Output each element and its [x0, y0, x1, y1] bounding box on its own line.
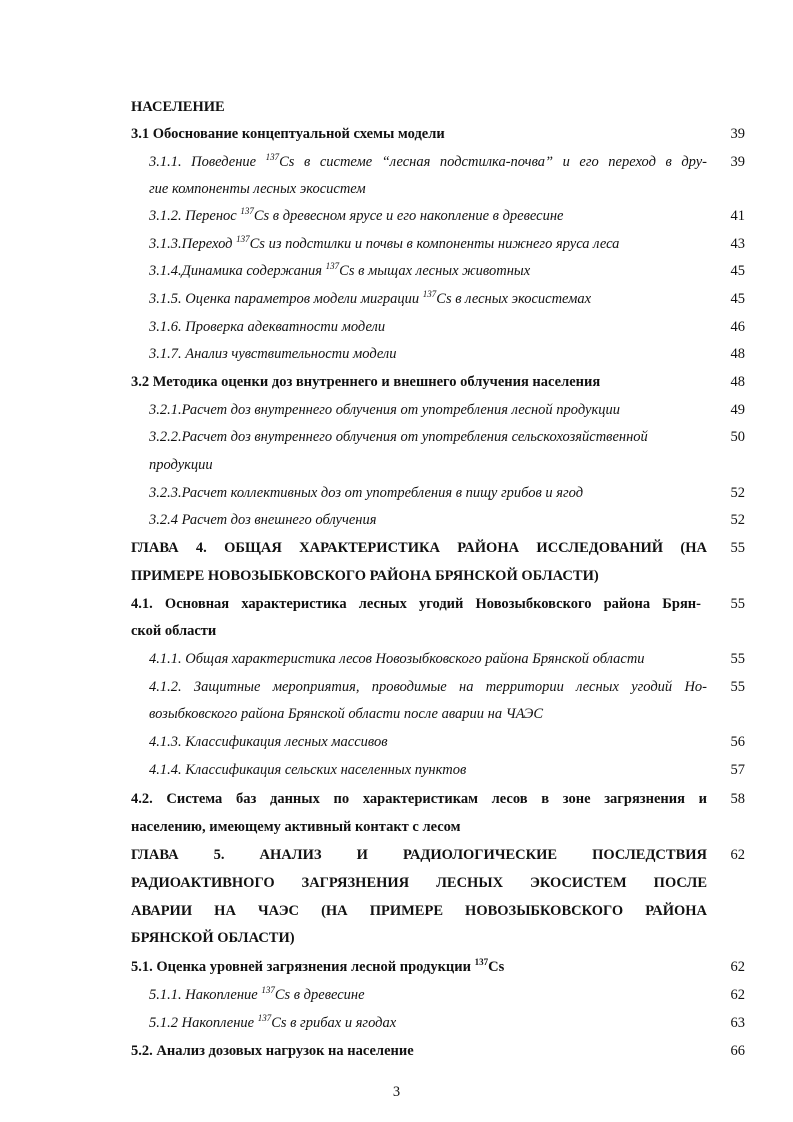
- toc-entry-page: 55: [730, 651, 745, 667]
- toc-entry-page: 45: [730, 263, 745, 279]
- toc-entry: [0, 1013, 793, 1041]
- toc-header-line: [0, 97, 793, 125]
- toc-entry-title: 3.2.1.Расчет доз внутреннего облучения от употребления лесной продукции: [149, 402, 620, 418]
- toc-entry-page: 50: [730, 429, 745, 445]
- toc-entry-page: 58: [730, 791, 745, 807]
- toc-entry: [0, 289, 793, 317]
- toc-entry-title: 3.1.3.Переход $^{137}$Cs из подстилки и почвы в компоненты нижнего яруса леса: [149, 234, 620, 252]
- toc-chapter-continuation: [0, 901, 793, 929]
- toc-header: НАСЕЛЕНИЕ: [131, 99, 225, 115]
- toc-entry: [0, 1041, 793, 1069]
- toc-entry-page: 48: [730, 374, 745, 390]
- toc-entry-title-cont: ской области: [131, 623, 217, 639]
- toc-entry: [0, 985, 793, 1013]
- toc-chapter-title: ГЛАВА 4. ОБЩАЯ ХАРАКТЕРИСТИКА РАЙОНА ИССЛЕДОВАНИЙ (НА: [131, 540, 707, 556]
- toc-chapter-continuation: [0, 928, 793, 956]
- toc-chapter-title-cont: АВАРИИ НА ЧАЭС (НА ПРИМЕРЕ НОВОЗЫБКОВСКОГО РАЙОНА: [131, 903, 707, 919]
- toc-entry-page: 66: [730, 1043, 745, 1059]
- toc-entry-page: 63: [730, 1015, 745, 1031]
- toc-entry: [0, 317, 793, 345]
- toc-entry-title: 3.2.3.Расчет коллективных доз от употребления в пищу грибов и ягод: [149, 485, 584, 501]
- toc-entry-title: 5.2. Анализ дозовых нагрузок на население: [131, 1043, 414, 1059]
- toc-entry: [0, 400, 793, 428]
- toc-entry-page: 55: [730, 596, 745, 612]
- toc-entry-continuation: [0, 621, 793, 649]
- toc-entry-title: 4.1.1. Общая характеристика лесов Новозыбковского района Брянской области: [149, 651, 645, 667]
- toc-entry-page: 62: [730, 847, 745, 863]
- toc-entry: [0, 957, 793, 985]
- toc-entry: [0, 372, 793, 400]
- toc-entry: [0, 594, 793, 622]
- toc-chapter-continuation: [0, 873, 793, 901]
- toc-entry: [0, 261, 793, 289]
- toc-entry-title-cont: гие компоненты лесных экосистем: [149, 181, 366, 197]
- toc-entry: [0, 732, 793, 760]
- toc-entry-page: 48: [730, 346, 745, 362]
- toc-entry-page: 62: [730, 987, 745, 1003]
- toc-entry: [0, 510, 793, 538]
- toc-entry-title: 3.1.6. Проверка адекватности модели: [149, 319, 386, 335]
- toc-chapter: [0, 845, 793, 873]
- toc-entry-page: 55: [730, 679, 745, 695]
- toc-entry-page: 46: [730, 319, 745, 335]
- toc-entry-continuation: [0, 179, 793, 207]
- toc-entry-title: 3.2.4 Расчет доз внешнего облучения: [149, 512, 377, 528]
- toc-entry: [0, 344, 793, 372]
- toc-entry-page: 41: [730, 208, 745, 224]
- toc-entry-title: 3.1.1. Поведение $^{137}$Cs в системе “лесная подстилка-почва” и его переход в дру-: [149, 152, 707, 170]
- toc-chapter-title-cont: БРЯНСКОЙ ОБЛАСТИ): [131, 930, 295, 946]
- toc-entry-page: 52: [730, 512, 745, 528]
- toc-entry-title: 3.1.4.Динамика содержания $^{137}$Cs в мыщах лесных животных: [149, 261, 531, 279]
- toc-entry-title-cont: населению, имеющему активный контакт с лесом: [131, 819, 461, 835]
- toc-entry-title: 3.1.5. Оценка параметров модели миграции $^{137}$Cs в лесных экосистемах: [149, 289, 592, 307]
- toc-entry-continuation: [0, 455, 793, 483]
- toc-entry-title: 5.1. Оценка уровней загрязнения лесной продукции $^{137}$Cs: [131, 957, 505, 975]
- toc-entry: [0, 649, 793, 677]
- toc-chapter-title: ГЛАВА 5. АНАЛИЗ И РАДИОЛОГИЧЕСКИЕ ПОСЛЕДСТВИЯ: [131, 847, 707, 863]
- toc-entry-title-cont: продукции: [149, 457, 213, 473]
- toc-entry-title: 4.1. Основная характеристика лесных угодий Новозыбковского района Брян-: [131, 596, 701, 612]
- toc-entry-page: 62: [730, 959, 745, 975]
- toc-entry-title: 3.2.2.Расчет доз внутреннего облучения от употребления сельскохозяйственной: [149, 429, 648, 445]
- toc-entry: [0, 152, 793, 180]
- toc-entry: [0, 677, 793, 705]
- toc-entry-continuation: [0, 817, 793, 845]
- toc-entry-page: 49: [730, 402, 745, 418]
- toc-entry: [0, 427, 793, 455]
- toc-entry-continuation: [0, 704, 793, 732]
- toc-entry-page: 45: [730, 291, 745, 307]
- toc-chapter-title-cont: ПРИМЕРЕ НОВОЗЫБКОВСКОГО РАЙОНА БРЯНСКОЙ ОБЛАСТИ): [131, 568, 599, 584]
- toc-entry-page: 39: [730, 126, 745, 142]
- toc-chapter-continuation: [0, 566, 793, 594]
- toc-entry-title-cont: возыбковского района Брянской области после аварии на ЧАЭС: [149, 706, 543, 722]
- toc-entry-title: 4.1.2. Защитные мероприятия, проводимые на территории лесных угодий Но-: [149, 679, 707, 695]
- toc-entry-page: 39: [730, 154, 745, 170]
- toc-chapter: [0, 538, 793, 566]
- toc-entry-title: 3.1.2. Перенос $^{137}$Cs в древесном ярусе и его накопление в древесине: [149, 206, 564, 224]
- toc-entry-page: 52: [730, 485, 745, 501]
- toc-entry-page: 56: [730, 734, 745, 750]
- page-number: 3: [392, 1084, 401, 1100]
- toc-entry: [0, 760, 793, 788]
- toc-entry: [0, 789, 793, 817]
- toc-entry-title: 3.1 Обоснование концептуальной схемы модели: [131, 126, 445, 142]
- toc-entry: [0, 234, 793, 262]
- toc-entry-title: 4.1.4. Классификация сельских населенных пунктов: [149, 762, 467, 778]
- toc-entry-page: 57: [730, 762, 745, 778]
- toc-entry-title: 4.2. Система баз данных по характеристикам лесов в зоне загрязнения и: [131, 791, 707, 807]
- toc-chapter-title-cont: РАДИОАКТИВНОГО ЗАГРЯЗНЕНИЯ ЛЕСНЫХ ЭКОСИСТЕМ ПОСЛЕ: [131, 875, 707, 891]
- toc-entry-page: 43: [730, 236, 745, 252]
- toc-entry-title: 4.1.3. Классификация лесных массивов: [149, 734, 388, 750]
- toc-entry-title: 5.1.1. Накопление $^{137}$Cs в древесине: [149, 985, 365, 1003]
- toc-entry-title: 3.1.7. Анализ чувствительности модели: [149, 346, 397, 362]
- toc-entry: [0, 483, 793, 511]
- toc-entry: [0, 206, 793, 234]
- toc-entry-title: 5.1.2 Накопление $^{137}$Cs в грибах и ягодах: [149, 1013, 397, 1031]
- toc-entry: [0, 124, 793, 152]
- toc-entry-title: 3.2 Методика оценки доз внутреннего и внешнего облучения населения: [131, 374, 601, 390]
- toc-entry-page: 55: [730, 540, 745, 556]
